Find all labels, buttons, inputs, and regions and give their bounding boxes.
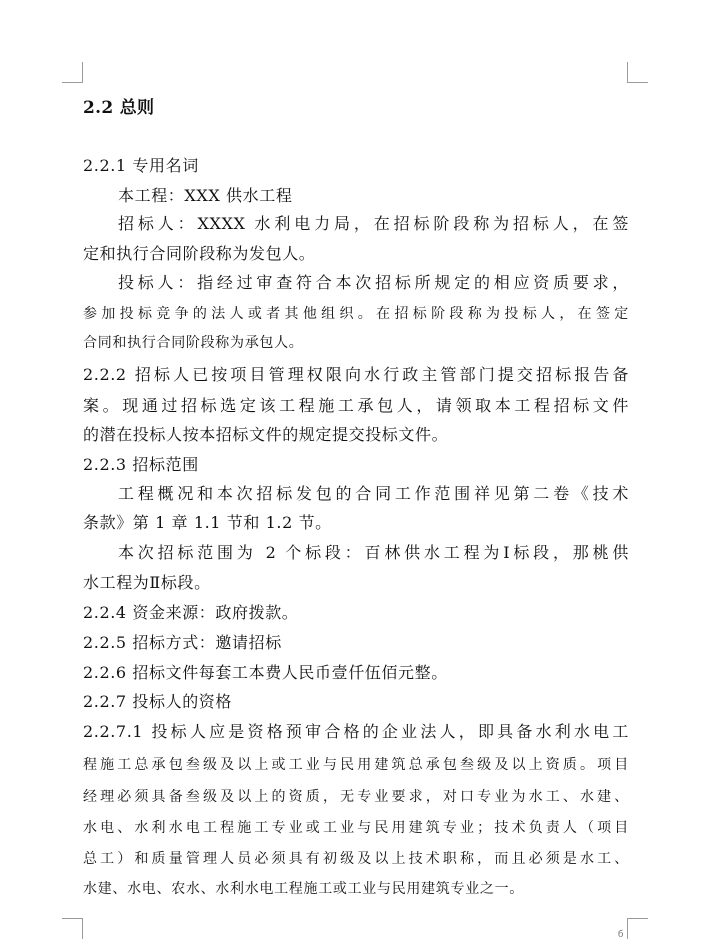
subsection-title: 2.2.1 专用名词 (83, 156, 199, 175)
section-heading: 2.2 总则 (83, 98, 155, 118)
paragraph-line: 水工程为Ⅱ标段。 (83, 573, 211, 592)
paragraph-line: 经理必须具备叁级及以上的资质，无专业要求，对口专业为水工、水建、 (83, 789, 629, 805)
crop-mark-bottom-left (62, 918, 83, 939)
paragraph-line: 合同和执行合同阶段称为承包人。 (83, 335, 304, 351)
paragraph-line: 水建、水电、农水、水利水电工程施工或工业与民用建筑专业之一。 (83, 881, 524, 897)
paragraph-line: 投标人：指经过审查符合本次招标所规定的相应资质要求， (118, 273, 629, 292)
paragraph-line: 2.2.2 招标人已按项目管理权限向水行政主管部门提交招标报告备 (83, 365, 629, 384)
page-corner-mark: б (618, 930, 624, 940)
crop-mark-bottom-right (627, 918, 648, 939)
crop-mark-top-left (62, 62, 83, 83)
paragraph-line: 参加投标竞争的法人或者其他组织。在招标阶段称为投标人，在签定 (83, 306, 629, 322)
subsection-title: 2.2.3 招标范围 (83, 455, 199, 474)
paragraph-line: 案。现通过招标选定该工程施工承包人，请领取本工程招标文件 (83, 396, 629, 415)
paragraph-line: 招标人：XXXX 水利电力局，在招标阶段称为招标人，在签 (118, 214, 629, 233)
paragraph-line: 本次招标范围为 2 个标段：百林供水工程为Ⅰ标段，那桃供 (118, 543, 629, 562)
paragraph-line: 条款》第 1 章 1.1 节和 1.2 节。 (83, 513, 332, 532)
paragraph-line: 总工）和质量管理人员必须具有初级及以上技术职称，而且必须是水工、 (83, 851, 629, 867)
paragraph-line: 水电、水利水电工程施工专业或工业与民用建筑专业；技术负责人（项目 (83, 820, 629, 836)
paragraph-line: 工程概况和本次招标发包的合同工作范围祥见第二卷《技术 (118, 484, 629, 503)
paragraph-line: 本工程：XXX 供水工程 (118, 186, 293, 205)
paragraph-line: 2.2.6 招标文件每套工本费人民币壹仟伍佰元整。 (83, 663, 448, 682)
paragraph-line: 程施工总承包叁级及以上或工业与民用建筑总承包叁级及以上资质。项目 (83, 757, 629, 773)
crop-mark-top-right (627, 62, 648, 83)
paragraph-line: 2.2.7.1 投标人应是资格预审合格的企业法人，即具备水利水电工 (83, 722, 629, 741)
paragraph-line: 2.2.4 资金来源：政府拨款。 (83, 603, 299, 622)
paragraph-line: 的潜在投标人按本招标文件的规定提交投标文件。 (83, 425, 449, 444)
paragraph-line: 2.2.5 招标方式：邀请招标 (83, 633, 282, 652)
subsection-title: 2.2.7 投标人的资格 (83, 692, 232, 711)
paragraph-line: 定和执行合同阶段称为发包人。 (83, 244, 316, 263)
